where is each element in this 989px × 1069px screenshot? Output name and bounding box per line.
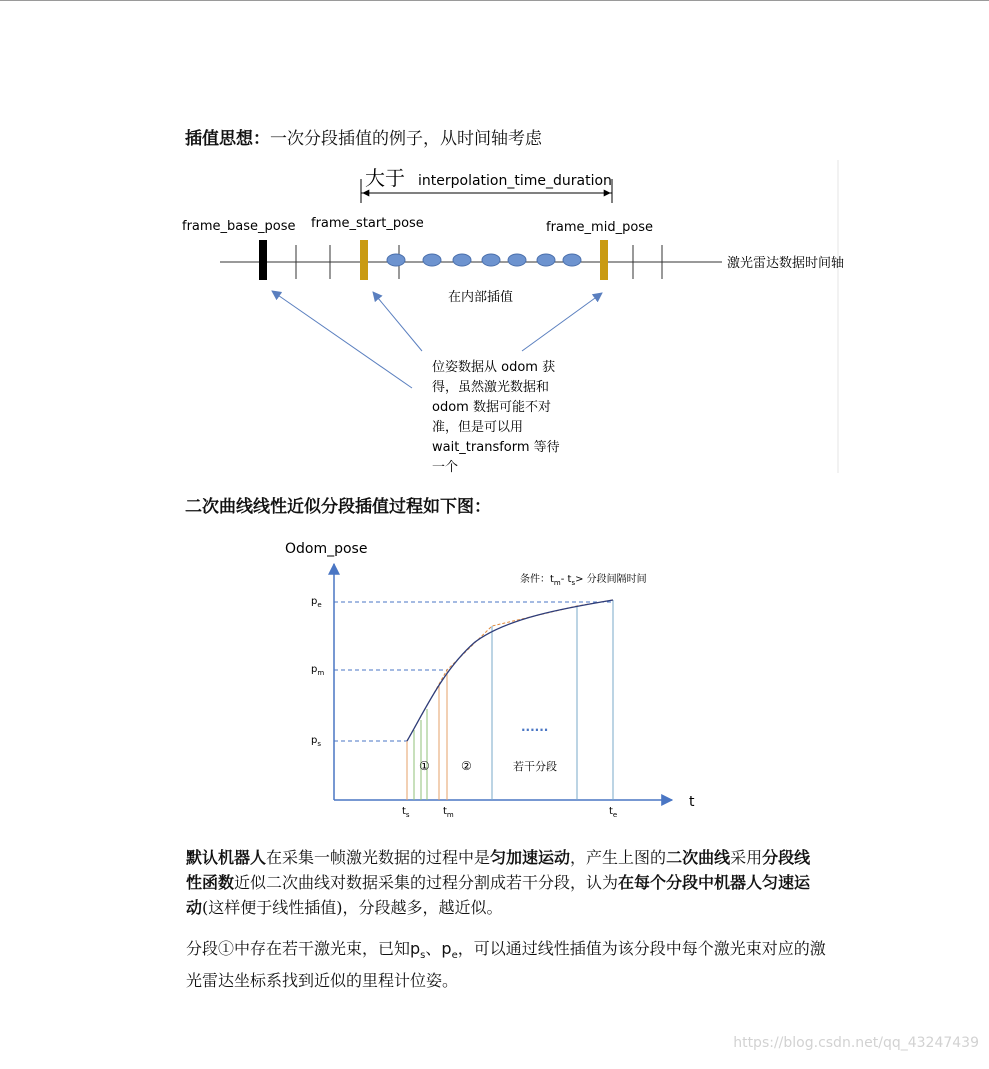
para2-pe: p	[441, 939, 452, 958]
para2-ps-sub: s	[420, 950, 426, 962]
curve-chart	[275, 530, 705, 830]
arrow-to-start	[373, 292, 422, 351]
ytick-ps: $p_s$	[311, 735, 322, 748]
para2-text-1: 分段①中存在若干激光束，已知	[186, 939, 411, 958]
frame-start-label: frame_start_pose	[311, 216, 424, 231]
duration-label-big: 大于	[365, 166, 405, 190]
note-line-6: 一个	[432, 460, 459, 475]
time-axis-label: 激光雷达数据时间轴	[727, 256, 845, 271]
quadratic-curve	[407, 600, 613, 741]
xtick-ts: $t_s$	[402, 806, 410, 819]
chart-ylabel: Odom_pose	[285, 541, 368, 557]
inner-interp-label: 在内部插值	[448, 290, 514, 305]
ellipsis-label: ......	[521, 720, 549, 734]
watermark: https://blog.csdn.net/qq_43247439	[733, 1035, 979, 1051]
para1-bold-4: 分段线性函数	[186, 848, 811, 892]
segment-2-label: ②	[461, 759, 472, 773]
note-line-3: odom 数据可能不对	[432, 400, 551, 415]
note-line-2: 得，虽然激光数据和	[432, 380, 550, 395]
para1-text-1: 在采集一帧激光数据的过程中是	[266, 848, 491, 867]
section1-heading-rest: 一次分段插值的例子，从时间轴考虑	[270, 129, 542, 149]
xtick-tm: $t_m$	[443, 806, 454, 819]
paragraph-2	[186, 936, 826, 993]
frame-base-label: frame_base_pose	[182, 219, 296, 234]
interp-points	[387, 254, 581, 266]
paragraph-1	[186, 845, 826, 920]
top-border	[0, 0, 989, 1]
condition-text: 条件：$t_m-$ $t_s>$ 分段间隔时间	[520, 574, 647, 587]
timeline-diagram	[170, 155, 860, 480]
para2-sep: 、	[425, 939, 442, 958]
section1-heading-bold: 插值思想：	[185, 129, 270, 149]
xtick-te: $t_e$	[609, 806, 618, 819]
para2-pe-sub: e	[451, 950, 458, 962]
section1-heading	[185, 124, 542, 149]
chart-xlabel: t	[689, 794, 695, 810]
note-line-5: wait_transform 等待	[432, 440, 560, 455]
section2-heading: 二次曲线线性近似分段插值过程如下图：	[185, 497, 491, 517]
para1-bold-1: 默认机器人	[186, 848, 267, 867]
para1-bold-5: 在每个分段中机器人匀速运动	[186, 873, 811, 917]
ytick-pe: $p_e$	[311, 596, 322, 609]
frame-base-marker	[259, 240, 267, 280]
para1-text-2: ，产生上图的	[570, 848, 667, 867]
para1-text-4: 近似二次曲线对数据采集的过程分割成若干分段，认为	[234, 873, 619, 892]
para2-ps: p	[410, 939, 421, 958]
para1-bold-2: 匀加速运动	[490, 848, 571, 867]
segment-many-label: 若干分段	[513, 760, 557, 773]
segment-1-label: ①	[419, 759, 430, 773]
para1-text-3: 采用	[730, 848, 763, 867]
frame-mid-label: frame_mid_pose	[546, 220, 654, 235]
arrow-to-base	[272, 291, 412, 388]
note-line-4: 准，但是可以用	[432, 420, 524, 435]
para2-text-2: ，可以通过线性插值为该分段中每个激光束对应的激光雷达坐标系找到近似的里程计位姿。	[186, 939, 826, 991]
para1-text-5: (这样便于线性插值)，分段越多，越近似。	[202, 898, 503, 917]
arrow-to-mid	[522, 293, 602, 351]
frame-mid-marker	[600, 240, 608, 280]
para1-bold-3: 二次曲线	[666, 848, 731, 867]
duration-label: interpolation_time_duration	[418, 173, 612, 189]
segment-verticals	[407, 600, 613, 800]
note-line-1: 位姿数据从 odom 获	[432, 360, 556, 375]
frame-start-marker	[360, 240, 368, 280]
ytick-pm: $p_m$	[311, 664, 325, 677]
linear-approx-dashed	[407, 600, 613, 741]
